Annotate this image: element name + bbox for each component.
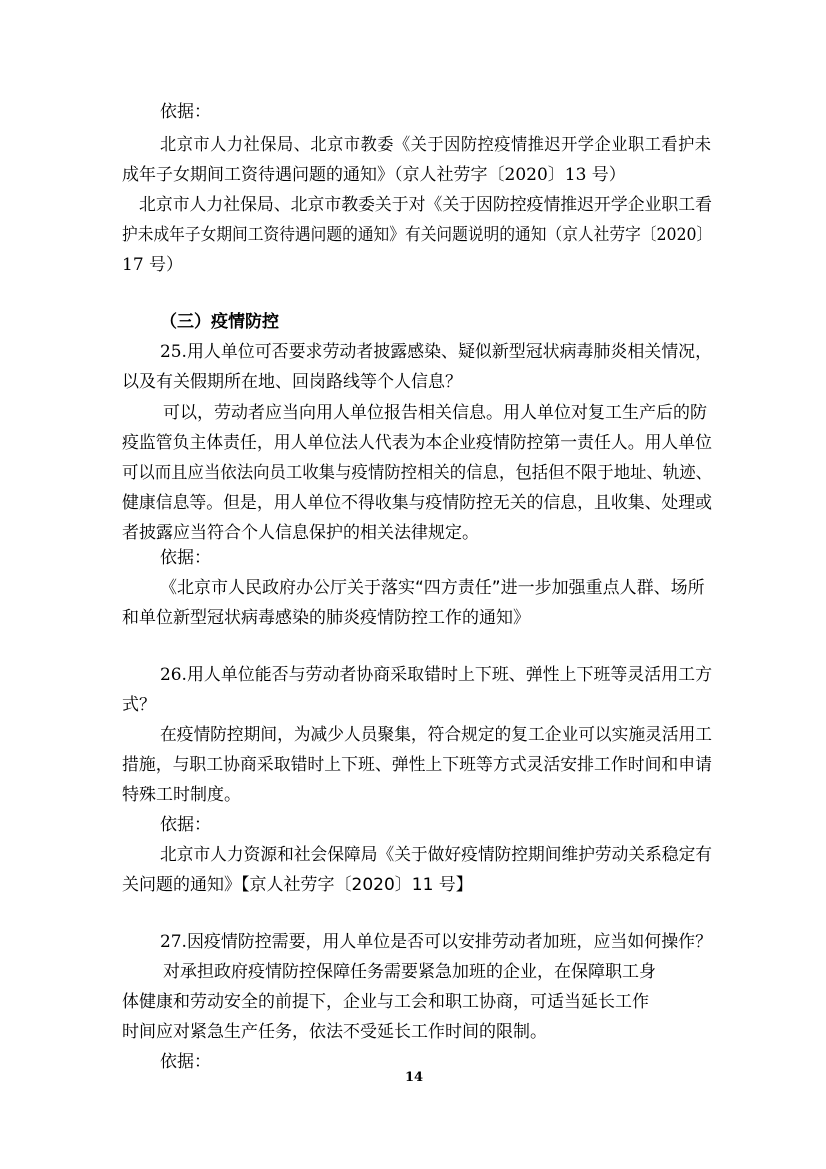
basis-label: 依据： — [160, 815, 211, 835]
answer-text: 健康信息等。但是，用人单位不得收集与疫情防控无关的信息，且收集、处理或 — [122, 493, 713, 513]
reference-text: 北京市人力社保局、北京市教委关于对《关于因防控疫情推迟开学企业职工看 — [139, 195, 712, 215]
answer-text: 者披露应当符合个人信息保护的相关法律规定。 — [122, 523, 479, 543]
basis-label: 依据： — [160, 1052, 211, 1072]
reference-text: 北京市人力资源和社会保障局《关于做好疫情防控期间维护劳动关系稳定有 — [160, 845, 713, 865]
answer-text: 时间应对紧急生产任务，依法不受延长工作时间的限制。 — [122, 1022, 547, 1042]
answer-text: 疫监管负主体责任，用人单位法人代表为本企业疫情防控第一责任人。用人单位 — [122, 433, 713, 453]
answer-text: 在疫情防控期间，为减少人员聚集，符合规定的复工企业可以实施灵活用工 — [160, 725, 713, 745]
question-text: 27.因疫情防控需要，用人单位是否可以安排劳动者加班，应当如何操作？ — [160, 932, 713, 952]
answer-text: 可以，劳动者应当向用人单位报告相关信息。用人单位对复工生产后的防 — [163, 403, 707, 423]
reference-text: 护未成年子女期间工资待遇问题的通知》有关问题说明的通知（京人社劳字〔2020〕 — [122, 225, 713, 245]
question-text: 25.用人单位可否要求劳动者披露感染、疑似新型冠状病毒肺炎相关情况， — [160, 342, 713, 362]
reference-text: 和单位新型冠状病毒感染的肺炎疫情防控工作的通知》 — [122, 608, 530, 628]
question-text: 以及有关假期所在地、回岗路线等个人信息？ — [122, 372, 462, 392]
section-heading: （三）疫情防控 — [160, 312, 279, 332]
question-text: 26.用人单位能否与劳动者协商采取错时上下班、弹性上下班等灵活用工方 — [160, 665, 713, 685]
reference-text: 成年子女期间工资待遇问题的通知》（京人社劳字〔2020〕13 号） — [122, 165, 626, 185]
answer-text: 措施，与职工协商采取错时上下班、弹性上下班等方式灵活安排工作时间和申请 — [122, 755, 713, 775]
answer-text: 特殊工时制度。 — [122, 785, 241, 805]
question-text: 式？ — [122, 695, 156, 715]
answer-text: 对承担政府疫情防控保障任务需要紧急加班的企业，在保障职工身 — [163, 962, 656, 982]
reference-text: 关问题的通知》【京人社劳字〔2020〕11 号】 — [122, 875, 473, 895]
page-number: 14 — [405, 1070, 424, 1085]
basis-label: 依据： — [160, 548, 211, 568]
reference-text: 北京市人力社保局、北京市教委《关于因防控疫情推迟开学企业职工看护未 — [160, 135, 712, 155]
answer-text: 体健康和劳动安全的前提下，企业与工会和职工协商，可适当延长工作 — [122, 992, 649, 1012]
reference-text: 《北京市人民政府办公厅关于落实“四方责任”进一步加强重点人群、场所 — [160, 578, 705, 598]
answer-text: 可以而且应当依法向员工收集与疫情防控相关的信息，包括但不限于地址、轨迹、 — [122, 463, 713, 483]
basis-label: 依据： — [160, 102, 211, 122]
reference-text: 17 号） — [122, 255, 184, 275]
